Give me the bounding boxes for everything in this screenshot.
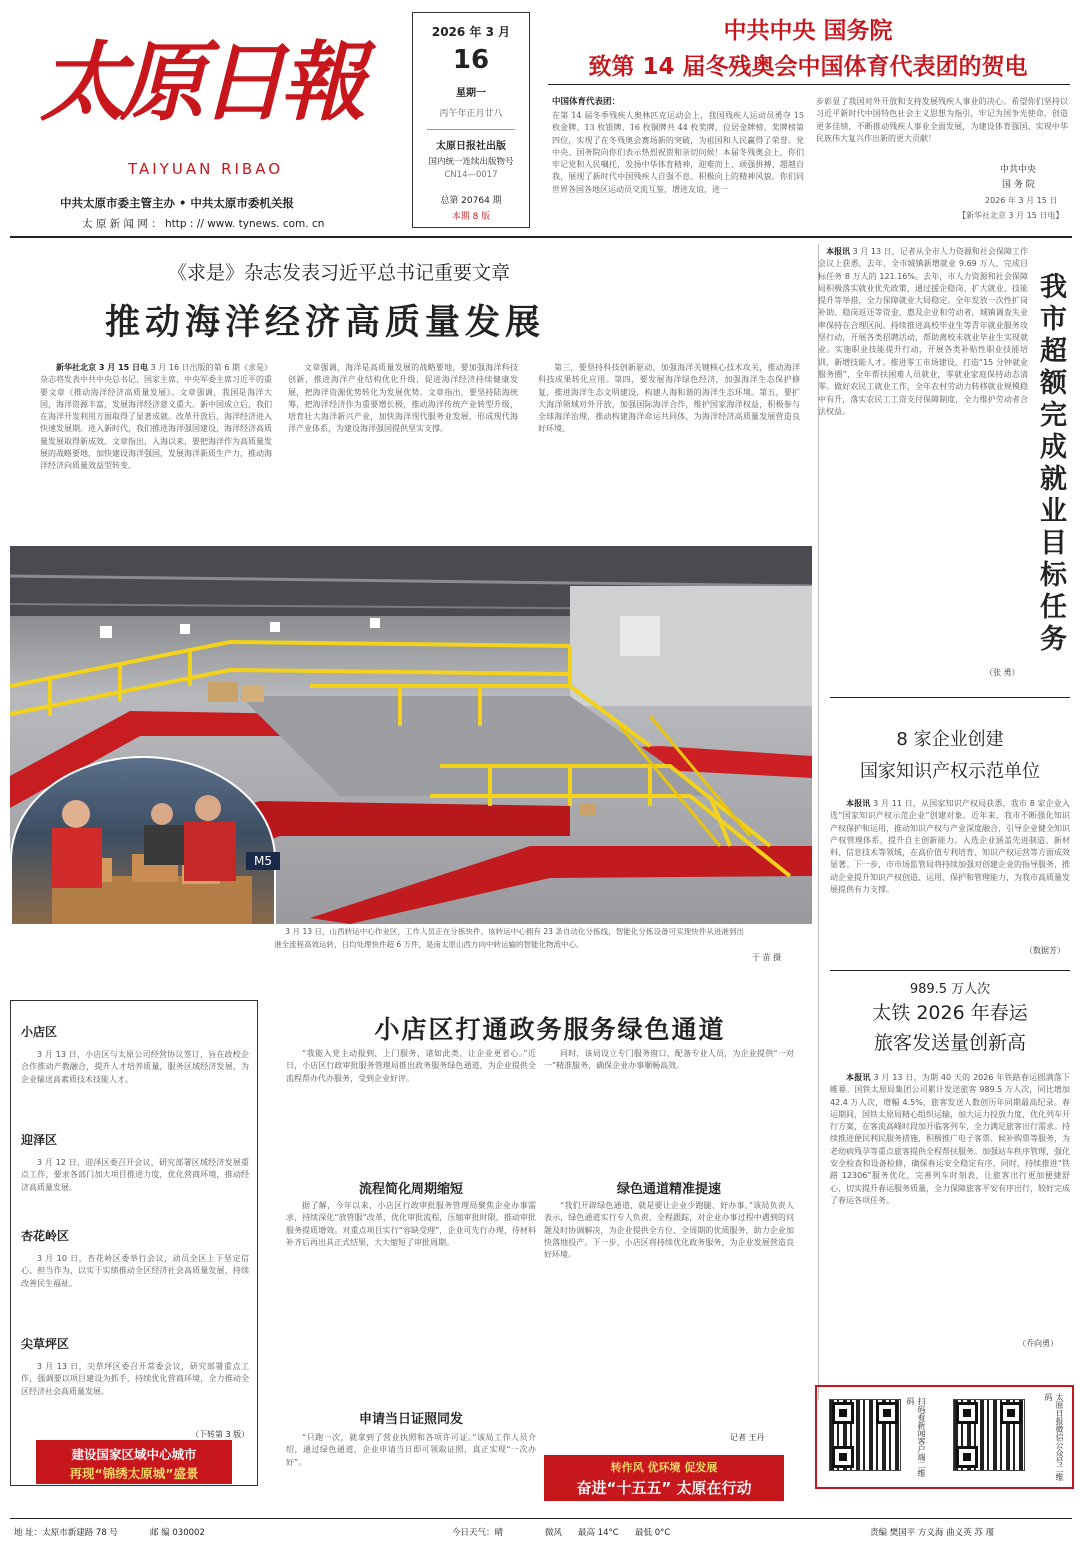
employment-text	[818, 246, 1028, 670]
district-title-jiancaoping: 尖草坪区	[21, 1337, 70, 1351]
campaign-line2: 奋进“十五五” 太原在行动	[576, 1479, 752, 1497]
date-box	[412, 12, 530, 228]
sponsors-line: 中共太原市委主管主办 • 中共太原市委机关报	[60, 196, 294, 210]
city-slogan-line1: 建设国家区域中心城市	[71, 1447, 197, 1462]
district-text-xiaodian: 3 月 13 日，小店区与太原公司经营协议签订，旨在政校企合作推动产教融合，提升人才培养质量，服务区域经济发展，为企业输送高素质技术技能人才。	[21, 1050, 249, 1084]
district-text-yingze: 3 月 12 日，迎泽区委召开会议，研究部署区域经济发展重点工作，要求各部门加大项目推进力度，优化营商环境，推动经济高质量发展。	[21, 1158, 249, 1192]
ip-author: （数据芳）	[1025, 946, 1065, 955]
top-story-source: 【新华社北京 3 月 15 日电】	[958, 211, 1064, 220]
serial-label: 国内统一连续出版物号	[428, 157, 514, 167]
footer-staff: 责编 樊国平 方义海 曲义英 苏 瑾	[870, 1528, 995, 1538]
lead-col1	[40, 362, 272, 510]
rail-dateline: 本报讯	[846, 1073, 871, 1082]
xiaodian-col1-text: 据了解，今年以来，小店区行政审批服务管理局聚焦企业办事需求，持续深化“放管服”改革，优化审批流程，压缩审批时限，推动审批服务提质增效。对重点项目实行“容缺受理”，企业可先行办理，待材料补齐后再出具正式结果，大大缩短了审批周期。	[286, 1201, 536, 1247]
rail-headline-2: 旅客发送量创新高	[873, 1032, 1026, 1054]
top-story-signature-2: 国 务 院	[1002, 180, 1035, 190]
xiaodian-reporter: 记者 王丹	[730, 1433, 765, 1442]
footer-weather: 今日天气：晴	[452, 1528, 504, 1538]
footer-low-temp: 最低 0°C	[635, 1528, 671, 1538]
qr-code-wechat[interactable]	[953, 1399, 1025, 1471]
top-story-salutation: 中国体育代表团：	[552, 97, 621, 107]
lead-col3: 第三，要坚持科技创新驱动，加强海洋关键核心技术攻关，推动海洋科技成果转化应用。第四，要发展海洋绿色经济，加强海洋生态保护修复，推进海洋生态文明建设，构建人海和谐的海洋生态环境。第五，要扩大海洋领域对外开放，加强国际海洋合作，维护国家海洋权益，积极参与全球海洋治理，推动构建海洋命运共同体，为海洋经济高质量发展营造良好环境。	[538, 363, 800, 434]
photo-credit: 于 苗 摄	[752, 953, 782, 962]
employment-author: （张 勇）	[985, 668, 1020, 677]
top-story-kicker: 中共中央 国务院	[723, 18, 893, 44]
rail-author: （乔向勇）	[1018, 1339, 1058, 1348]
footer-address: 地 址：太原市新建路 78 号	[14, 1528, 118, 1538]
top-story-col2: 步彰显了我国对外开放和支持发展残疾人事业的决心。希望你们坚持以习近平新时代中国特色社会主义思想为指引，牢记为国争光使命，创造更多佳绩，不断推动残疾人事业全面发展，为建设体育强国、实现中华民族伟大复兴作出新的更大贡献！	[816, 97, 1068, 143]
xiaodian-subhead-2: 申请当日证照同发	[358, 1412, 463, 1427]
xiaodian-col1-intro: “我能入党主动报到，上门服务，诸如此类，让企业更省心。”近日，小店区行政审批服务管理局推出政务服务绿色通道，为企业提供全流程帮办代办服务，受到企业好评。	[286, 1049, 536, 1083]
xiaodian-subhead-1: 流程简化周期缩短	[358, 1182, 463, 1197]
date-day: 16	[452, 45, 490, 75]
date-lunar: 丙午年正月廿八	[439, 109, 503, 119]
logistics-photo	[10, 546, 812, 924]
footer-wind: 微风	[545, 1528, 563, 1538]
footer-postcode: 邮 编 030002	[150, 1528, 205, 1538]
lead-col2: 文章强调，海洋是高质量发展的战略要地，要加强海洋科技创新，推进海洋产业结构优化升级，促进海洋经济持续健康发展，把海洋资源优势转化为发展优势。文章指出，要坚持陆海统筹，把海洋经济作为重要增长极，推动海洋传统产业转型升级，培育壮大海洋新兴产业，加快海洋现代服务业发展，形成现代海洋产业体系，为建设海洋强国提供坚实支撑。	[288, 363, 518, 434]
ip-text	[830, 798, 1070, 958]
top-story-headline: 致第 14 届冬残奥会中国体育代表团的贺电	[588, 54, 1028, 80]
newspaper-logo: 太原日報	[40, 32, 360, 133]
xiaodian-col2-text: “我们开辟绿色通道，就是要让企业少跑腿、好办事。”该局负责人表示，绿色通道实行专人负责、全程跟踪，对企业办事过程中遇到的问题及时协调解决，为企业提供全方位、全周期的优质服务，助力企业加快落地投产。下一步，小店区将持续优化政务服务，为企业发展营造良好环境。	[544, 1201, 794, 1260]
ip-text-body: 3 月 11 日，从国家知识产权局获悉，我市 8 家企业入选“国家知识产权示范企业”创建对象。近年来，我市不断强化知识产权保护和运用，推动知识产权与产业深度融合，引导企业健全知识产权管理体系，提升自主创新能力。入选企业涵盖先进制造、新材料、信息技术等领域，在高价值专利培育、知识产权运营等方面成效显著。下一步，市市场监管局将持续加强对创建企业的指导服务，推动企业提升知识产权创造、运用、保护和管理能力，为我市高质量发展提供有力支撑。	[830, 799, 1070, 895]
city-slogan-banner	[36, 1440, 232, 1484]
district-text-xinghualing: 3 月 10 日，杏花岭区委举行会议，动员全区上下坚定信心、担当作为，以实干实绩推动全区经济社会高质量发展，持续改善民生福祉。	[21, 1254, 249, 1288]
lead-col1-text: 3 月 16 日出版的第 6 期《求是》杂志将发表中共中央总书记、国家主席、中央军委主席习近平的重要文章《推动海洋经济高质量发展》。文章强调，我国是海洋大国，海洋资源丰富，发展海洋经济意义重大。新中国成立后，我们在海洋开发利用方面取得了显著成就。改革开放后，海洋经济进入快速发展期。进入新时代，我们推进海洋强国建设，海洋经济高质量发展取得新成效。文章指出，入海以来，要把海洋作为高质量发展的战略要地，加快建设海洋强国，发展海洋新质生产力，推动海洋经济向质量效益型转变。	[40, 363, 272, 471]
xiaodian-headline: 小店区打通政务服务绿色通道	[374, 1015, 726, 1044]
ip-headline-1: 8 家企业创建	[896, 729, 1004, 750]
xiaodian-col2-intro: 同时，该局设立专门服务窗口，配备专业人员，为企业提供“一对一”精准服务，确保企业办事顺畅高效。	[544, 1049, 794, 1071]
district-title-xinghualing: 杏花岭区	[21, 1229, 70, 1243]
qr-label-wechat: 太原日报微信公众号二维码	[1044, 1393, 1064, 1481]
rail-text	[830, 1072, 1070, 1348]
qr-code-app[interactable]	[829, 1399, 901, 1471]
date-year-month: 2026 年 3 月	[431, 25, 511, 39]
lead-kicker: 《求是》杂志发表习近平总书记重要文章	[168, 262, 511, 284]
publisher: 太原日报社出版	[436, 141, 506, 152]
logo-pinyin: TAIYUAN RIBAO	[128, 160, 284, 178]
qr-panel	[815, 1385, 1074, 1489]
rail-headline-1: 太铁 2026 年春运	[872, 1002, 1028, 1024]
district-title-xiaodian: 小店区	[21, 1025, 58, 1039]
employment-headline: 我市超额完成就业目标任务	[1035, 272, 1066, 656]
lead-dateline: 新华社北京 3 月 15 日电	[56, 363, 149, 372]
city-slogan-line2: 再现“锦绣太原城”盛景	[69, 1466, 199, 1481]
photo-sign: M5	[246, 852, 280, 870]
footer-high-temp: 最高 14°C	[578, 1528, 619, 1538]
xiaodian-col1-tail: “只跑一次，就拿到了营业执照和各项许可证。”该局工作人员介绍，通过绿色通道，企业申请当日即可领取证照，真正实现“一次办好”。	[286, 1433, 536, 1467]
employment-dateline: 本报讯	[826, 247, 851, 256]
district-briefs-box	[10, 1000, 258, 1486]
district-title-yingze: 迎泽区	[21, 1133, 58, 1147]
rail-text-body: 3 月 13 日，为期 40 天的 2026 年铁路春运圆满落下帷幕。国铁太原局集团公司累计发送旅客 989.5 万人次，同比增加 42.4 万人次，增幅 4.5%，旅客发送人数创历年同期最高纪录。春运期间，国铁太原局精心组织运输，加大运力投放力度，优化列车开行方案，在客流高峰时段加开临客列车，全力满足旅客出行需求。持续推进便民利民服务措施，积极推广电子客票、候补购票等服务，为老幼病残孕等重点旅客提供全程帮扶服务。加强站车秩序管理，强化安全检查和设备检修，确保春运安全稳定有序。同时，持续推进“铁路 12306”服务优化，完善列车时刻表，让旅客出行更加便捷舒心，切实提升春运服务质量，全力保障旅客平安有序出行，较好完成了春运各项任务。	[830, 1073, 1070, 1205]
district-text-jiancaoping: 3 月 13 日，尖草坪区委召开常委会议，研究部署重点工作，强调要以项目建设为抓手，持续优化营商环境，全力推动全区经济社会高质量发展。	[21, 1362, 249, 1396]
qr-label-app: 扫码看新闻客户端二维码	[906, 1397, 926, 1477]
date-weekday: 星期一	[456, 88, 486, 99]
lead-headline: 推动海洋经济高质量发展	[105, 303, 546, 343]
ip-headline-2: 国家知识产权示范单位	[860, 761, 1040, 782]
ip-dateline: 本报讯	[846, 799, 871, 808]
campaign-line1: 转作风 优环境 促发展	[610, 1461, 718, 1474]
xiaodian-subhead-3: 绿色通道精准提速	[616, 1182, 721, 1197]
website-line[interactable]: 太 原 新 闻 网 ： http : // www. tynews. com. cn	[82, 218, 325, 230]
page-count: 本期 8 版	[451, 212, 491, 222]
top-story-col1: 在第 14 届冬季残疾人奥林匹克运动会上，我国残疾人运动员勇夺 15 枚金牌、13 枚银牌、16 枚铜牌共 44 枚奖牌，位居金牌榜、奖牌榜第四位，实现了在冬残奥会赛场新的突破，为祖国和人民赢得了荣誉。党中央、国务院向你们表示热烈祝贺和亲切问候！本届冬残奥会上，你们牢记党和人民嘱托，发扬中华体育精神，迎难而上、顽强拼搏、超越自我，展现了新时代中国残疾人自强不息、积极向上的精神风貌。你们同世界各国各地区运动员交流互鉴，增进友谊，进一	[552, 111, 804, 194]
employment-text-body: 3 月 13 日，记者从全市人力资源和社会保障工作会议上获悉，去年，全市城镇新增就业 9.69 万人，完成目标任务 8 万人的 121.16%。去年，市人力资源和社会保障局积极落实就业优先政策，通过援企稳岗、扩大就业、技能提升等举措，全力保障就业大局稳定。全年发放一次性扩岗补助、稳岗返还等资金，惠及企业和劳动者，城镇调查失业率保持在合理区间。持续推进高校毕业生等青年就业服务攻坚行动，开展各类招聘活动，帮助离校未就业毕业生实现就业。实施职业技能提升行动，开展各类补贴性职业技能培训，新增技能人才。推进零工市场建设，打造“15 分钟就业服务圈”，全年帮扶困难人员就业，零就业家庭保持动态清零。做好农民工就业工作，全年农村劳动力转移就业规模稳中有升，落实农民工工资支付保障制度，全力维护劳动者合法权益。	[818, 247, 1028, 416]
turn-page-note[interactable]: （下转第 3 版）	[191, 1430, 250, 1439]
photo-caption: 3 月 13 日，山西转运中心作业区，工作人员正在分拣快件。该转运中心拥有 23 条自动化分拣线，智能化分拣设备可实现快件从进港到出港全流程高效运转，日均处理快件超 6 万件，是南太原山西方向中转运输的智能化物流中心。	[274, 927, 744, 949]
issue-number: 总第 20764 期	[440, 196, 502, 206]
cn-code: CN14—0017	[444, 170, 498, 180]
campaign-banner	[544, 1455, 784, 1501]
rail-kicker: 989.5 万人次	[909, 982, 991, 997]
top-story-sign-date: 2026 年 3 月 15 日	[985, 196, 1058, 205]
top-story-signature-1: 中共中央	[1000, 165, 1037, 175]
